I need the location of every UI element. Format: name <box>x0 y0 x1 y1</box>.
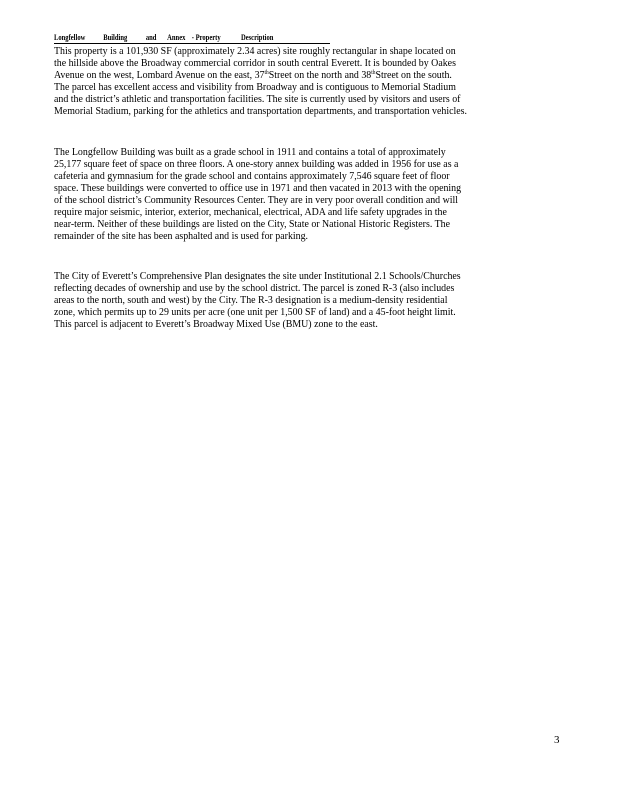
text-line: remainder of the site has been asphalted and is used for parking. <box>54 230 309 242</box>
text-line: reflecting decades of ownership and use by the school district. The parcel is zoned R-3 (also includes <box>54 282 455 294</box>
text-line: This property is a 101,930 SF (approximately 2.34 acres) site roughly rectangular in shape located on <box>54 45 456 57</box>
text-line <box>54 69 504 81</box>
text-line: The Longfellow Building was built as a grade school in 1911 and contains a total of approximately <box>54 146 446 158</box>
text-line: The City of Everett’s Comprehensive Plan designates the site under Institutional 2.1 Schools/Churches <box>54 270 461 282</box>
text-line: cafeteria and gymnasium for the grade school and contains approximately 7,546 square feet of floor <box>54 170 450 182</box>
text-line: near-term. Neither of these buildings are listed on the City, State or National Historic Registers. The <box>54 218 450 230</box>
heading-word: Description <box>240 33 274 42</box>
text-line: zone, which permits up to 29 units per acre (one unit per 1,500 SF of land) and a 45-foot height limit. <box>54 306 456 318</box>
text-line: space. These buildings were converted to office use in 1971 and then vacated in 2013 with the opening <box>54 182 462 194</box>
heading-word: Annex <box>167 33 186 42</box>
page-number: 3 <box>554 734 560 746</box>
text-segment: Avenue on the west, Lombard Avenue on the east, 37 <box>54 69 265 81</box>
text-segment: Street on the north and 38 <box>268 69 372 81</box>
text-line: the hillside above the Broadway commercial corridor in south central Everett. It is bounded by Oakes <box>54 57 456 69</box>
ordinal-suffix: th <box>371 70 376 76</box>
ordinal-suffix: th <box>264 70 269 76</box>
text-line: of the school district’s Community Resources Center. They are in very poor overall condition and will <box>54 194 458 206</box>
paragraph-zoning <box>54 270 554 330</box>
section-heading <box>54 33 273 43</box>
heading-word: and <box>145 33 157 42</box>
paragraph-building-history <box>54 146 554 242</box>
text-line: require major seismic, interior, exterior, mechanical, electrical, ADA and life safety upgrades in the <box>54 206 447 218</box>
paragraph-site-description <box>54 45 554 117</box>
text-line: 25,177 square feet of space on three floors. A one-story annex building was added in 1956 for use as a <box>54 158 459 170</box>
text-line: The parcel has excellent access and visibility from Broadway and is contiguous to Memorial Stadium <box>54 81 456 93</box>
heading-underline <box>54 43 330 44</box>
heading-word: - Property <box>191 33 221 42</box>
heading-word: Building <box>103 33 128 42</box>
text-line: areas to the north, south and west) by the City. The R-3 designation is a medium-density residential <box>54 294 448 306</box>
text-segment: Street on the south. <box>375 69 452 81</box>
text-line: This parcel is adjacent to Everett’s Broadway Mixed Use (BMU) zone to the east. <box>54 318 378 330</box>
text-line: and the district’s athletic and transportation facilities. The site is currently used by visitors and users of <box>54 93 461 105</box>
text-line: Memorial Stadium, parking for the athletics and transportation departments, and transportation vehicles. <box>54 105 467 117</box>
heading-word: Longfellow <box>54 33 86 42</box>
